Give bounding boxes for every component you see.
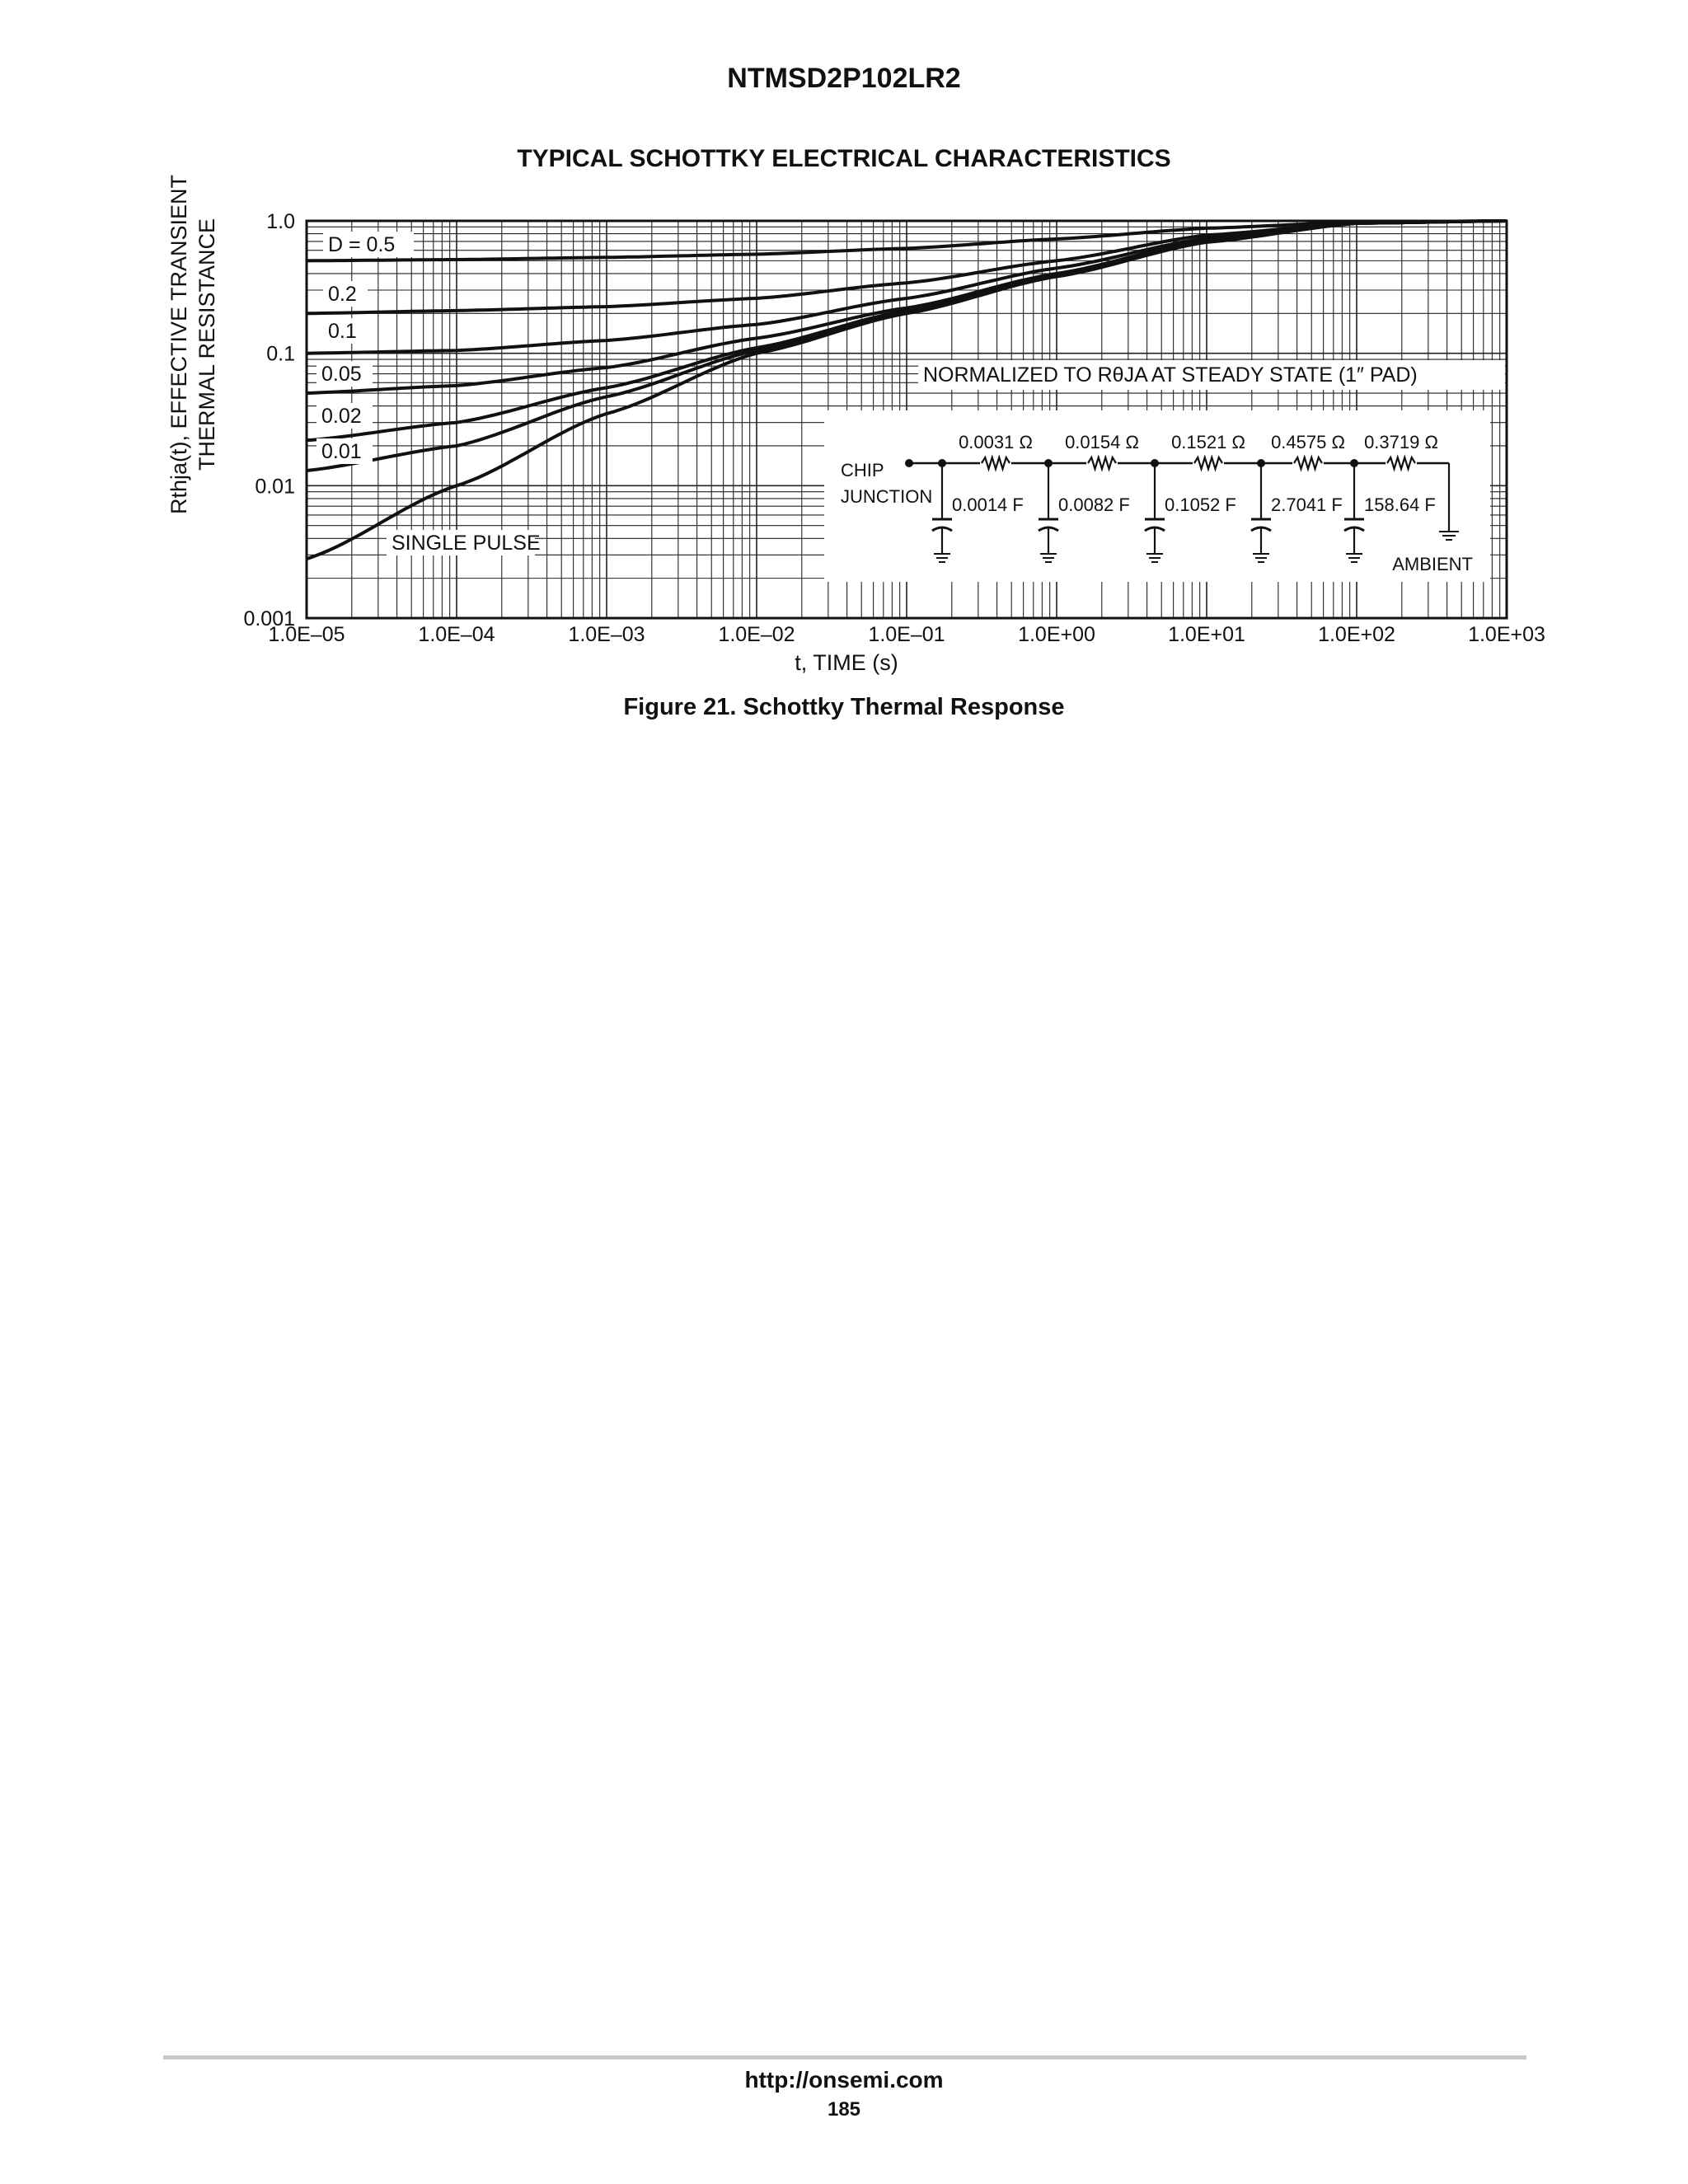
thermal-response-chart [0,0,1688,684]
curve-label: SINGLE PULSE [392,532,541,555]
curve-label: 0.01 [321,440,362,463]
resistor-value: 0.4575 Ω [1271,432,1345,452]
capacitor-value: 2.7041 F [1271,494,1343,515]
x-tick-label: 1.0E–02 [718,623,795,646]
figure-caption: Figure 21. Schottky Thermal Response [623,694,1065,720]
x-tick-label: 1.0E–05 [268,623,345,646]
y-tick-label: 0.01 [255,475,295,499]
document-title: NTMSD2P102LR2 [727,63,961,94]
capacitor-value: 158.64 F [1364,494,1436,515]
normalization-note: NORMALIZED TO RθJA AT STEADY STATE (1″ PAD) [923,363,1418,387]
input-terminal [905,459,913,467]
capacitor-value: 0.1052 F [1165,494,1236,515]
y-tick-label: 0.1 [266,342,295,366]
curve-label: 0.2 [328,283,357,306]
x-axis-label: t, TIME (s) [795,650,898,675]
y-tick-label: 0.001 [243,607,295,630]
x-tick-label: 1.0E–01 [868,623,945,646]
curve-label: 0.05 [321,363,362,386]
x-tick-label: 1.0E+02 [1318,623,1395,646]
curve-label: D = 0.5 [328,233,396,256]
page-number: 185 [827,2098,861,2121]
section-title: TYPICAL SCHOTTKY ELECTRICAL CHARACTERISTICS [517,145,1171,172]
y-tick-label: 1.0 [266,210,295,233]
x-tick-label: 1.0E+03 [1468,623,1545,646]
curve-label: 0.1 [328,320,357,343]
capacitor-value: 0.0014 F [952,494,1024,515]
resistor-value: 0.1521 Ω [1171,432,1245,452]
y-axis-label-line-2: THERMAL RESISTANCE [195,218,219,471]
resistor-value: 0.0154 Ω [1065,432,1139,452]
x-tick-label: 1.0E+01 [1168,623,1245,646]
rc-network-inset [824,410,1490,582]
footer-url: http://onsemi.com [744,2067,944,2093]
junction-label: JUNCTION [841,486,933,507]
chip-label: CHIP [841,460,884,480]
x-tick-label: 1.0E–03 [568,623,645,646]
x-tick-label: 1.0E–04 [418,623,495,646]
capacitor-value: 0.0082 F [1058,494,1130,515]
ambient-label: AMBIENT [1392,554,1473,574]
resistor-value: 0.0031 Ω [959,432,1033,452]
resistor-value: 0.3719 Ω [1364,432,1438,452]
x-tick-label: 1.0E+00 [1018,623,1095,646]
footer-divider [163,2055,1526,2060]
y-axis-label-line-1: Rthja(t), EFFECTIVE TRANSIENT [166,174,191,515]
curve-label: 0.02 [321,405,362,428]
